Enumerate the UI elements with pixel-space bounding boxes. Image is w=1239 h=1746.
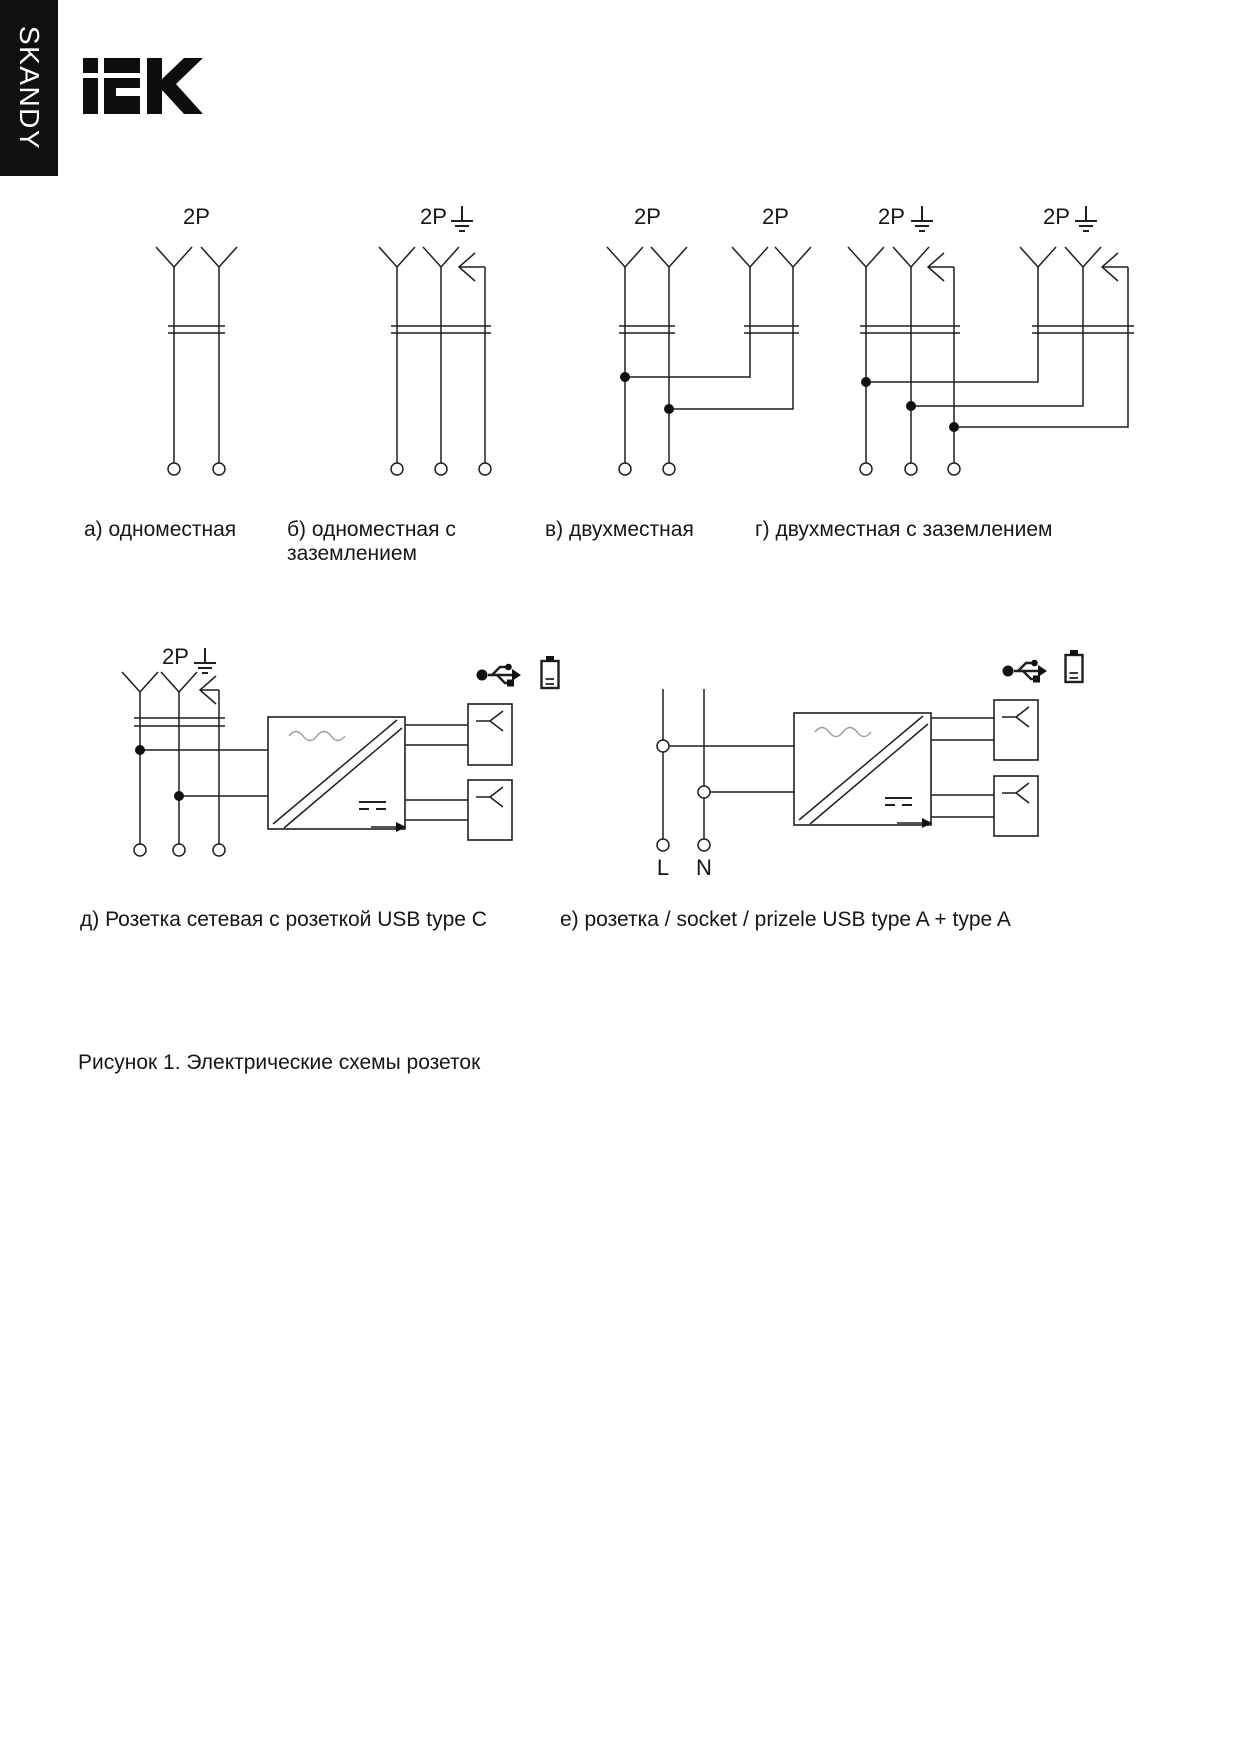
iek-logo (83, 58, 203, 114)
logo-e-topbar (104, 58, 140, 73)
ground-contact-arrow (928, 253, 1118, 281)
caption-d: д) Розетка сетевая с розеткой USB type C (80, 908, 487, 931)
usb-icon (477, 664, 522, 687)
wires (174, 267, 219, 463)
battery-icon (1066, 650, 1083, 682)
usb-contact-fork (1002, 707, 1029, 803)
logo-i-stem (83, 78, 98, 114)
usb-port-box (994, 776, 1038, 836)
battery-icon (542, 656, 559, 688)
earth-symbol (194, 648, 216, 673)
terminal-circle (905, 463, 917, 475)
caption-v: в) двухместная (545, 518, 694, 541)
caption-g: г) двухместная с заземлением (755, 518, 1053, 541)
terminal-circle (619, 463, 631, 475)
logo-k (147, 58, 203, 114)
diagram-e-schematic (657, 650, 1083, 851)
usb-contact-fork (476, 711, 503, 807)
terminal-circle (657, 839, 669, 851)
junction-dot (620, 372, 630, 382)
pole-label-a: 2P (183, 204, 210, 229)
usb-port-box (994, 700, 1038, 760)
contact-forks (607, 247, 811, 267)
terminal-circle (663, 463, 675, 475)
diagram-v-schematic (607, 247, 811, 475)
converter-box (268, 717, 405, 829)
wires (397, 267, 485, 463)
caption-a: а) одноместная (84, 518, 237, 541)
terminal-circle (435, 463, 447, 475)
socket-double-line (860, 326, 1134, 333)
terminal-circle (213, 463, 225, 475)
caption-b: б) одноместная с заземлением (287, 518, 456, 565)
socket-double-line (168, 326, 225, 333)
terminal-circle (173, 844, 185, 856)
terminal-circle (948, 463, 960, 475)
pole-label-v-left: 2P (634, 204, 661, 229)
brand-vertical-text: SKANDY (14, 25, 45, 151)
pole-label-g-right: 2P (1043, 204, 1070, 229)
contact-forks (156, 247, 237, 267)
terminal-label-l: L (656, 855, 670, 880)
junction-dot (906, 401, 916, 411)
usb-port-box (468, 780, 512, 840)
converter-box (794, 713, 931, 825)
pole-label-v-right: 2P (762, 204, 789, 229)
contact-forks (379, 247, 459, 267)
contact-forks (848, 247, 1101, 267)
junction-dot (174, 791, 184, 801)
pole-label-g-left: 2P (878, 204, 905, 229)
tap-node-circle (698, 786, 710, 798)
logo-e-body (104, 78, 140, 114)
logo-i-dot (83, 58, 98, 73)
terminal-circle (168, 463, 180, 475)
wires (866, 267, 1128, 463)
socket-double-line (619, 326, 799, 333)
caption-e: е) розетка / socket / prizele USB type A + type A (560, 908, 1011, 931)
diagram-b-schematic (379, 206, 491, 475)
diagram-d-schematic (122, 648, 559, 856)
junction-dot (664, 404, 674, 414)
usb-icon (1003, 660, 1048, 683)
diagram-g-schematic (848, 206, 1134, 475)
pole-label-d: 2P (162, 644, 189, 669)
junction-dot (861, 377, 871, 387)
terminal-circle (479, 463, 491, 475)
junction-dot (949, 422, 959, 432)
terminal-circle (860, 463, 872, 475)
contact-forks (122, 672, 197, 692)
figure-caption: Рисунок 1. Электрические схемы розеток (78, 1051, 481, 1074)
terminal-circle (391, 463, 403, 475)
terminal-circle (134, 844, 146, 856)
junction-dot (135, 745, 145, 755)
pole-label-b: 2P (420, 204, 447, 229)
diagram-a-schematic (156, 247, 237, 475)
tap-node-circle (657, 740, 669, 752)
usb-port-box (468, 704, 512, 765)
terminal-label-n: N (696, 855, 712, 880)
earth-symbol (451, 206, 473, 231)
terminal-circle (213, 844, 225, 856)
terminal-circle (698, 839, 710, 851)
wires (625, 267, 793, 463)
